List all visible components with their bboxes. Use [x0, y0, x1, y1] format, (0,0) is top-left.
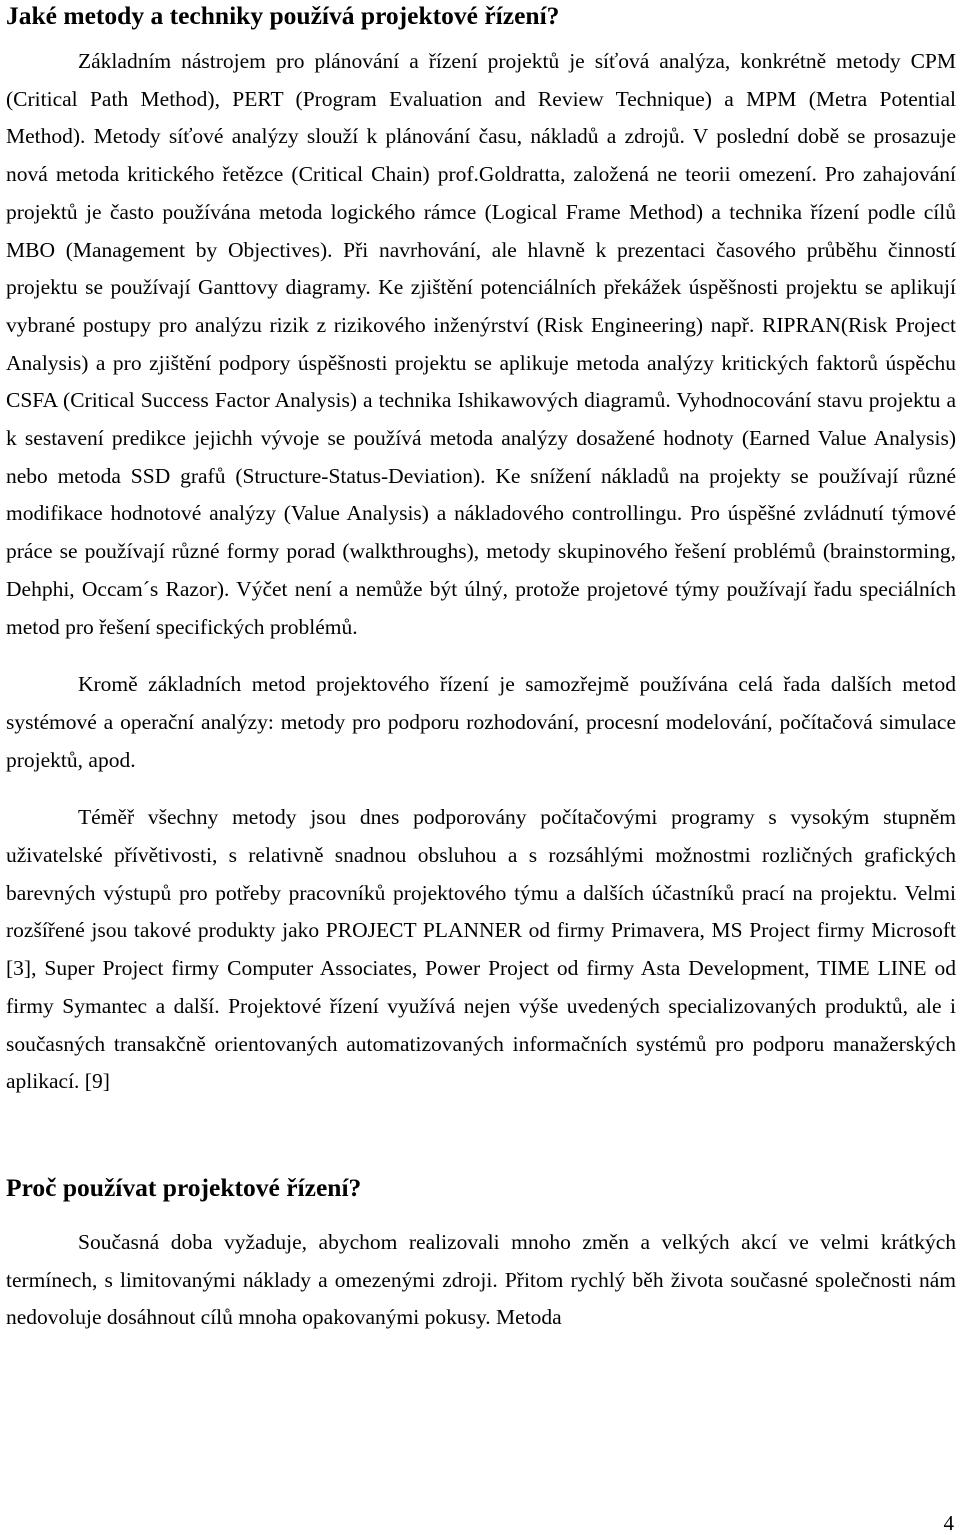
paragraph-why-project-management: Současná doba vyžaduje, abychom realizovali mnoho změn a velkých akcí ve velmi krátkých termínech, s limitovanými náklady a omezenými zdroji. Přitom rychlý běh života současné společnosti nám nedovoluje dosáhnout cílů mnoha opakovanými pokusy. Metoda — [6, 1229, 956, 1330]
paragraph-methods-overview: Základním nástrojem pro plánování a řízení projektů je síťová analýza, konkrétně metody CPM (Critical Path Method), PERT (Program Evaluation and Review Technique) a MPM (Metra Potential Method). Metody síťové analýzy slouží k plánování času, nákladů a zdrojů. V poslední době se prosazuje nová metoda kritického řetězce (Critical Chain) prof.Goldratta, založená ne teorii omezení. Pro zahajování projektů je často používána metoda logického rámce (Logical Frame Method) a technika řízení podle cílů MBO (Management by Objectives). Při navrhování, ale hlavně k prezentaci časového průběhu činností projektu se používají Ganttovy diagramy. Ke zjištění potenciálních překážek úspěšnosti projektu se aplikují vybrané postupy pro analýzu rizik z rizikového inženýrství (Risk Engineering) např. RIPRAN(Risk Project Analysis) a pro zjištění podpory úspěšnosti projektu se aplikuje metoda analýzy kritických faktorů úspěchu CSFA (Critical Success Factor Analysis) a technika Ishikawových diagramů. Vyhodnocování stavu projektu a k sestavení predikce jejichh vývoje se používá metoda analýzy dosažené hodnoty (Earned Value Analysis) nebo metoda SSD grafů (Structure-Status-Deviation). Ke snížení nákladů na projekty se používají různé modifikace hodnotové analýzy (Value Analysis) a nákladového controllingu. Pro úspěšné zvládnutí týmové práce se používají různé formy porad (walkthroughs), metody skupinového řešení problémů (brainstorming, Dehphi, Occam´s Razor). Výčet není a nemůže být úlný, protože projetové týmy používají řadu speciálních metod pro řešení specifických problémů. — [6, 49, 956, 639]
document-page — [6, 0, 956, 1337]
section-heading-methods: Jaké metody a techniky používá projektové řízení? — [6, 1, 560, 30]
paragraph-other-methods: Kromě základních metod projektového řízení je samozřejmě používána celá řada dalších metod systémové a operační analýzy: metody pro podporu rozhodování, procesní modelování, počítačová simulace projektů, apod. — [6, 672, 956, 772]
page-number: 4 — [943, 1511, 954, 1535]
section-heading-why: Proč používat projektové řízení? — [6, 1172, 362, 1202]
paragraph-software-support: Téměř všechny metody jsou dnes podporovány počítačovými programy s vysokým stupněm uživatelské přívětivosti, s relativně snadnou obsluhou a s rozsáhlými možnostmi rozličných grafických barevných výstupů pro potřeby pracovníků projektového týmu a dalších účastníků prací na projektu. Velmi rozšířené jsou takové produkty jako PROJECT PLANNER od firmy Primavera, MS Project firmy Microsoft [3], Super Project firmy Computer Associates, Power Project od firmy Asta Development, TIME LINE od firmy Symantec a další. Projektové řízení využívá nejen výše uvedených specializovaných produktů, ale i současných transakčně orientovaných automatizovaných informačních systémů pro podporu manažerských aplikací. [9] — [6, 805, 956, 1094]
